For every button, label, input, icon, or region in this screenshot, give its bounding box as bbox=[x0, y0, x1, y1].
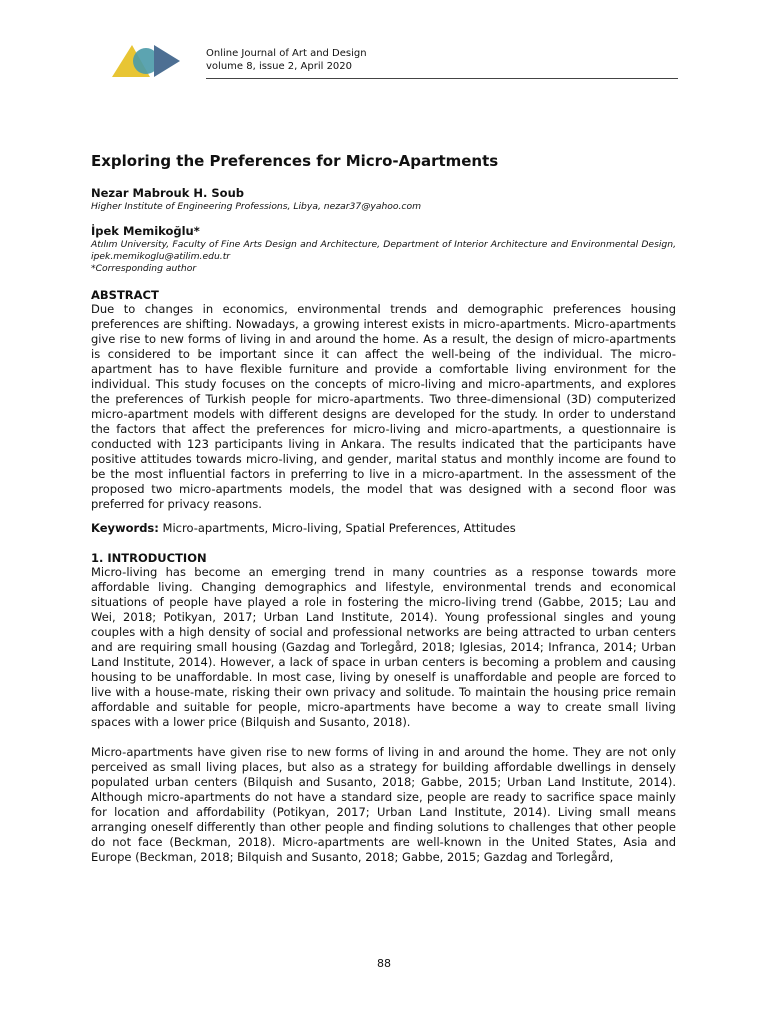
intro-paragraph: Micro-apartments have given rise to new forms of living in and around the home. They are not only perceived as small living places, but also as a strategy for building affordable dwellings in densely populated urban centers (Bilquish and Susanto, 2018; Gabbe, 2015; Urban Land Institute, 2014). Although micro-apartments do not have a standard size, people are ready to sacrifice space mainly for location and affordability (Potikyan, 2017; Urban Land Institute, 2014). Living small means arranging oneself differently than other people and finding solutions to challenges that other people do not face (Beckman, 2018). Micro-apartments are well-known in the United States, Asia and Europe (Beckman, 2018; Bilquish and Susanto, 2018; Gabbe, 2015; Gazdag and Torlegård, bbox=[91, 745, 676, 864]
journal-issue: volume 8, issue 2, April 2020 bbox=[206, 60, 353, 72]
keywords bbox=[91, 521, 676, 536]
author-affiliation: Higher Institute of Engineering Professions, Libya, nezar37@yahoo.com bbox=[91, 201, 422, 212]
journal-logo bbox=[110, 41, 182, 79]
article-body bbox=[91, 151, 676, 865]
keywords-list: Micro-apartments, Micro-living, Spatial Preferences, Attitudes bbox=[162, 521, 516, 535]
article-title: Exploring the Preferences for Micro-Apartments bbox=[91, 152, 499, 170]
abstract-text: Due to changes in economics, environmental trends and demographic preferences housing preferences are shifting. Nowadays, a growing interest exists in micro-apartments. Micro-apartments give rise to new forms of living in and around the home. As a result, the design of micro-apartments is considered to be important since it can affect the well-being of the individual. The micro-apartment has to have flexible furniture and provide a comfortable living environment for the individual. This study focuses on the concepts of micro-living and micro-apartments, and explores the preferences of Turkish people for micro-apartments. Two three-dimensional (3D) computerized micro-apartment models with different designs are developed for the study. In order to understand the factors that affect the preferences for micro-living and micro-apartments, a questionnaire is conducted with 123 participants living in Ankara. The results indicated that the participants have positive attitudes towards micro-living, and gender, marital status and monthly income are found to be the most influential factors in preferring to live in a micro-apartment. In the assessment of the proposed two micro-apartments models, the model that was designed with a second floor was preferred for privacy reasons. bbox=[91, 302, 676, 511]
page-number: 88 bbox=[377, 957, 391, 970]
section-heading: 1. INTRODUCTION bbox=[91, 551, 207, 565]
journal-name: Online Journal of Art and Design bbox=[206, 48, 367, 59]
corresponding-author-note: *Corresponding author bbox=[91, 263, 197, 274]
keywords-label: Keywords: bbox=[91, 521, 159, 535]
logo-blue-arrow bbox=[154, 45, 180, 77]
journal-header bbox=[206, 48, 367, 73]
author-name: Nezar Mabrouk H. Soub bbox=[91, 186, 244, 200]
author-affiliation: Atılım University, Faculty of Fine Arts Design and Architecture, Department of Interior Architecture and Environmental Design, ipek.memikoglu@atilim.edu.tr bbox=[91, 239, 676, 262]
author-name: İpek Memikoğlu* bbox=[91, 224, 200, 238]
header-rule bbox=[206, 78, 678, 79]
abstract-heading: ABSTRACT bbox=[91, 288, 159, 302]
intro-paragraph: Micro-living has become an emerging trend in many countries as a response towards more affordable living. Changing demographics and lifestyle, environmental trends and economical situations of people have played a role in fostering the micro-living trend (Gabbe, 2015; Lau and Wei, 2018; Potikyan, 2017; Urban Land Institute, 2014). Young professional singles and young couples with a high density of social and professional networks are being attracted to urban centers and are requiring small housing (Gazdag and Torlegård, 2018; Iglesias, 2014; Infranca, 2014; Urban Land Institute, 2014). However, a lack of space in urban centers is becoming a problem and causing housing to be unaffordable. In most case, living by oneself is unaffordable and people are forced to live with a house-mate, risking their own privacy and solitude. To maintain the housing price remain affordable and suitable for people, micro-apartments have become a way to create small living spaces with a lower price (Bilquish and Susanto, 2018). bbox=[91, 565, 676, 729]
